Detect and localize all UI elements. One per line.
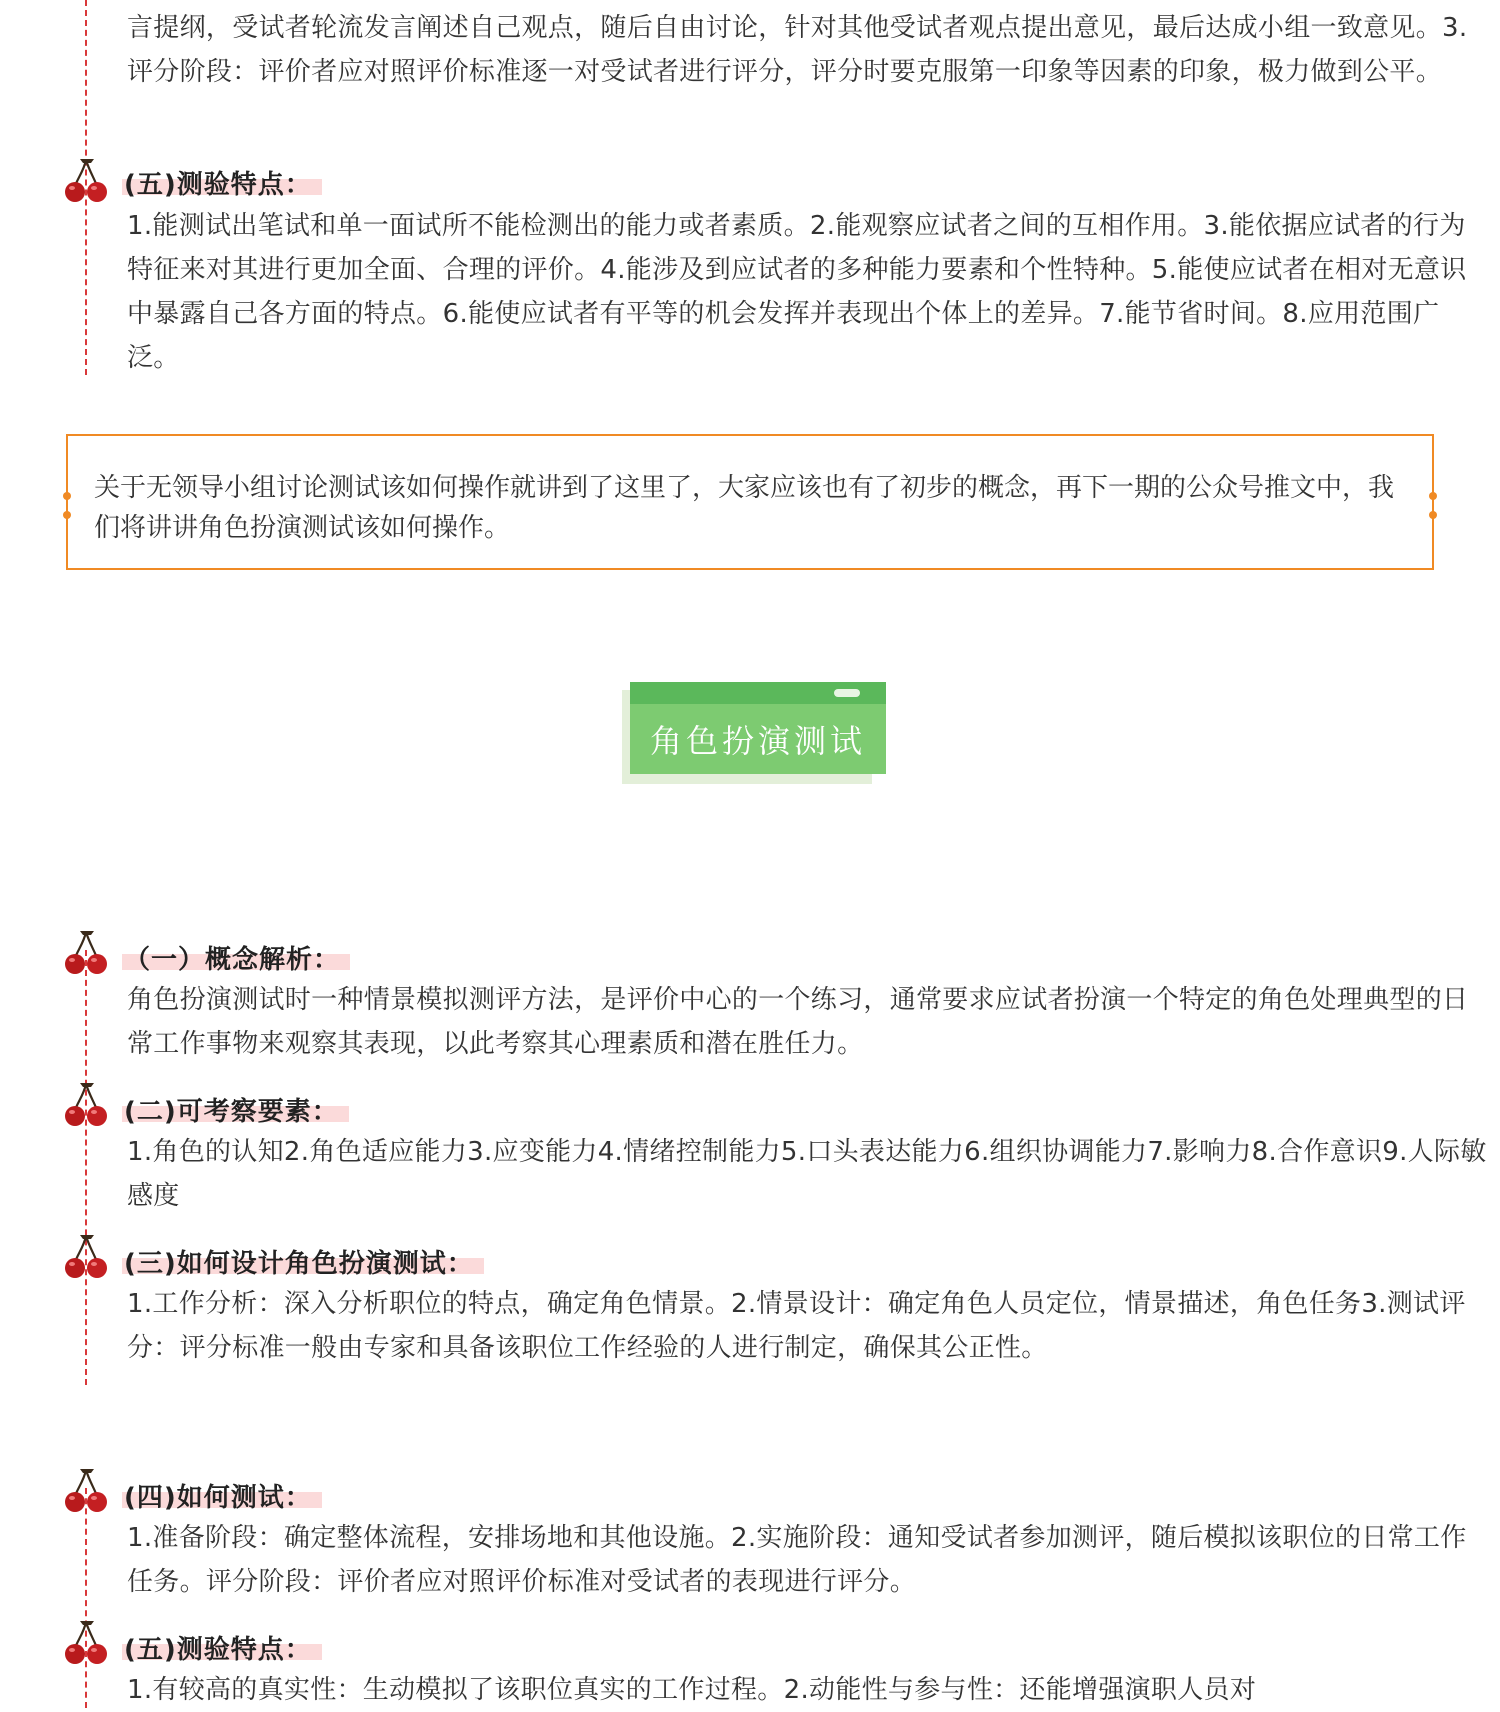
cherry-icon (64, 1618, 108, 1666)
cherry-icon (64, 1232, 108, 1280)
section-paragraph: 1.能测试出笔试和单一面试所不能检测出的能力或者素质。2.能观察应试者之间的互相作用。3.能依据应试者的行为特征来对其进行更加全面、合理的评价。4.能涉及到应试者的多种能力要素和个性特种。5.能使应试者在相对无意识中暴露自己各方面的特点。6.能使应试者有平等的机会发挥并表现出个体上的差异。7.能节省时间。8.应用范围广泛。 (127, 211, 1467, 373)
section-paragraph: 1.有较高的真实性：生动模拟了该职位真实的工作过程。2.动能性与参与性：还能增强演职人员对 (127, 1675, 1257, 1705)
section-paragraph: 角色扮演测试时一种情景模拟测评方法，是评价中心的一个练习，通常要求应试者扮演一个特定的角色处理典型的日常工作事物来观察其表现，以此考察其心理素质和潜在胜任力。 (127, 985, 1469, 1059)
role-play-title: 角色扮演测试 (649, 722, 866, 760)
role-play-title-card (622, 682, 888, 784)
concept-section (60, 928, 1487, 1368)
section-paragraph: 1.角色的认知2.角色适应能力3.应变能力4.情绪控制能力5.口头表达能力6.组织协调能力7.影响力8.合作意识9.人际敏感度 (127, 1137, 1487, 1211)
section-paragraph: 1.工作分析：深入分析职位的特点，确定角色情景。2.情景设计：确定角色人员定位，情景描述，角色任务3.测试评分：评分标准一般由专家和具备该职位工作经验的人进行制定，确保其公正性。 (127, 1289, 1466, 1363)
section-paragraph: 1.准备阶段：确定整体流程，安排场地和其他设施。2.实施阶段：通知受试者参加测评，随后模拟该职位的日常工作任务。评分阶段：评价者应对照评价标准对受试者的表现进行评分。 (127, 1523, 1467, 1597)
intro-paragraph: 言提纲，受试者轮流发言阐述自己观点，随后自由讨论，针对其他受试者观点提出意见，最后达成小组一致意见。3.评分阶段：评价者应对照评价标准逐一对受试者进行评分，评分时要克服第一印象等因素的印象，极力做到公平。 (127, 13, 1468, 87)
section-heading: (五)测验特点： (124, 1630, 312, 1664)
note-text: 关于无领导小组讨论测试该如何操作就讲到了这里了，大家应该也有了初步的概念，再下一期的公众号推文中，我们将讲讲角色扮演测试该如何操作。 (94, 473, 1395, 543)
dashed-timeline (85, 1488, 87, 1708)
cherry-icon (64, 1080, 108, 1128)
section-heading: (五)测验特点： (124, 165, 312, 199)
cherry-icon (64, 156, 108, 204)
cherry-icon (64, 928, 108, 976)
note-box (66, 434, 1434, 570)
section-heading: (四)如何测试： (124, 1478, 312, 1512)
dashed-timeline (85, 950, 87, 1385)
cherry-icon (64, 1466, 108, 1514)
testing-section (60, 1466, 1467, 1705)
section-heading: （一）概念解析： (124, 940, 340, 974)
section-heading: (三)如何设计角色扮演测试： (124, 1244, 474, 1278)
section-heading: (二)可考察要素： (124, 1092, 339, 1126)
top-section (60, 0, 1468, 380)
